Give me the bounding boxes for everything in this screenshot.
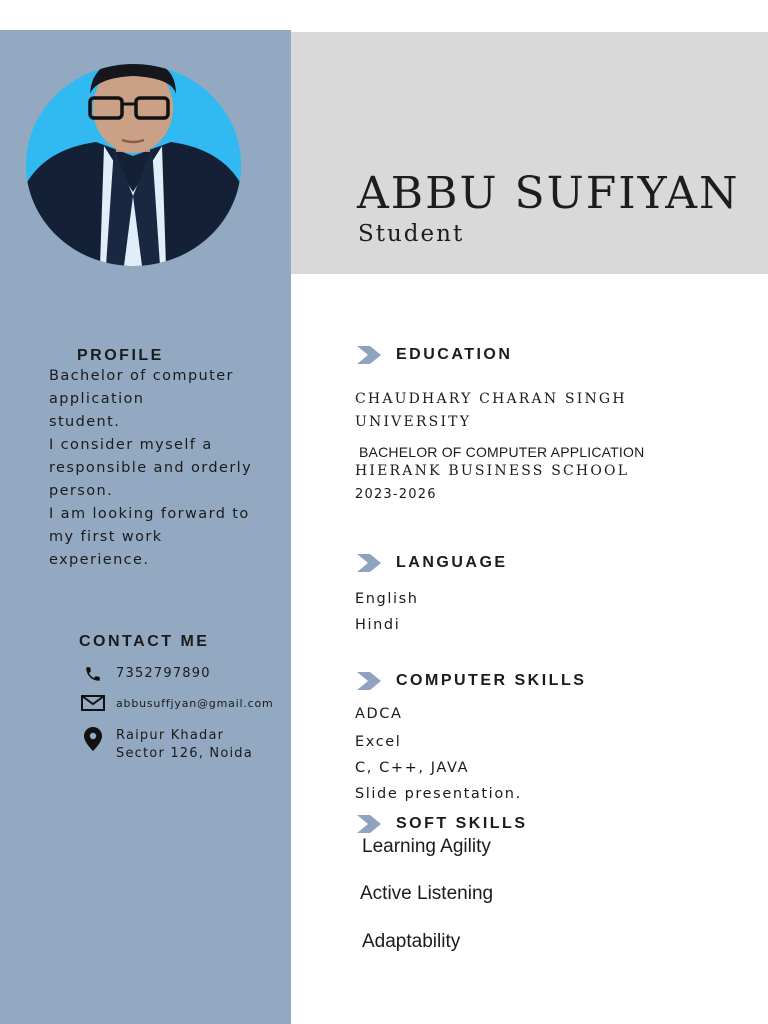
language-item: English xyxy=(355,591,419,607)
chevron-right-icon xyxy=(357,554,383,572)
computer-skills-heading xyxy=(357,672,586,690)
education-heading xyxy=(357,346,512,364)
candidate-role: Student xyxy=(358,221,465,247)
email-icon xyxy=(80,695,105,715)
computer-skill-item: Slide presentation. xyxy=(355,786,522,802)
contact-heading: CONTACT ME xyxy=(79,633,210,650)
computer-skills-heading-label: COMPUTER SKILLS xyxy=(396,672,587,689)
education-heading-label: EDUCATION xyxy=(396,346,513,363)
profile-text: Bachelor of computer application student. I consider myself a responsible and orderly person. I am looking forward to my first work experience. xyxy=(49,368,253,568)
soft-skill-item: Learning Agility xyxy=(362,836,491,857)
soft-skills-heading-label: SOFT SKILLS xyxy=(396,815,528,832)
soft-skill-item: Active Listening xyxy=(360,883,494,904)
chevron-right-icon xyxy=(357,346,383,364)
education-degree: BACHELOR OF COMPUTER APPLICATION xyxy=(359,444,645,460)
education-university: CHAUDHARY CHARAN SINGH UNIVERSITY xyxy=(355,391,627,430)
computer-skill-item: Excel xyxy=(355,734,402,750)
candidate-name: ABBU SUFIYAN xyxy=(357,168,740,219)
chevron-right-icon xyxy=(357,672,383,690)
profile-heading: PROFILE xyxy=(77,347,164,364)
soft-skills-heading xyxy=(357,815,528,833)
chevron-right-icon xyxy=(357,815,383,833)
location-pin-icon xyxy=(80,727,105,751)
language-item: Hindi xyxy=(355,617,401,633)
profile-photo xyxy=(26,64,241,266)
contact-email[interactable]: abbusuffjyan@gmail.com xyxy=(116,697,274,710)
education-school: HIERANK BUSINESS SCHOOL xyxy=(355,463,630,479)
computer-skill-item: C, C++, JAVA xyxy=(355,760,470,776)
language-heading xyxy=(357,554,508,572)
computer-skill-item: ADCA xyxy=(355,706,403,722)
contact-address: Raipur Khadar Sector 126, Noida xyxy=(116,728,253,761)
soft-skill-item: Adaptability xyxy=(362,931,461,952)
contact-address-row xyxy=(80,727,253,763)
contact-email-row xyxy=(80,695,274,715)
phone-icon xyxy=(80,665,105,685)
language-heading-label: LANGUAGE xyxy=(396,554,508,571)
education-years: 2023-2026 xyxy=(355,487,437,502)
contact-phone-row xyxy=(80,665,211,685)
contact-phone: 7352797890 xyxy=(116,666,211,681)
